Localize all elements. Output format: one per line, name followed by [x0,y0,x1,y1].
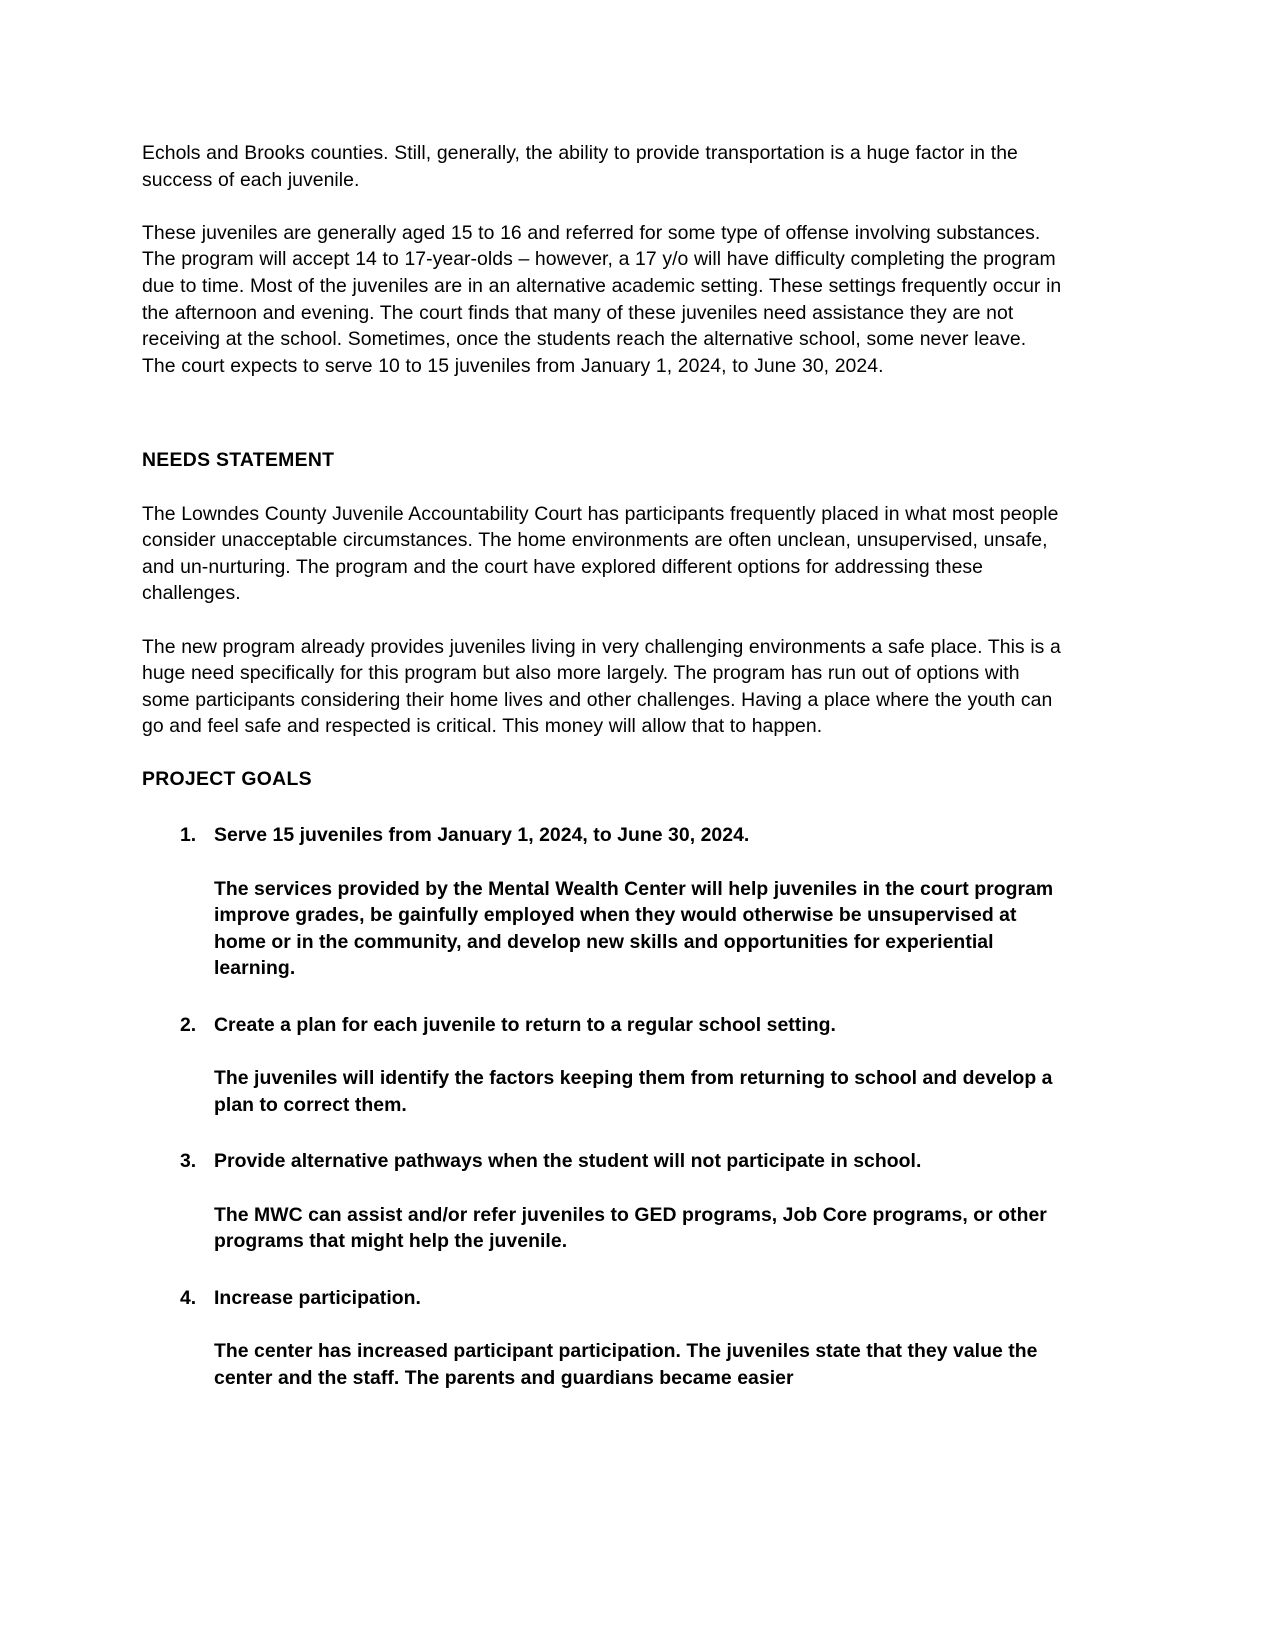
project-goals-heading: PROJECT GOALS [142,767,312,790]
needs-statement-paragraph-2: The new program already provides juveniles living in very challenging environments a safe place. This is a huge need specifically for this program but also more largely. The program has run out of options with some participants considering their home lives and other challenges. Having a place where the youth can go and feel safe and respected is critical. This money will allow that to happen. [142,635,1061,738]
goal-item-1 [142,822,1062,982]
goal-number: 4. [180,1286,197,1309]
page-content [142,140,1062,1391]
goal-number: 2. [180,1014,197,1037]
goal-item-3 [142,1148,1062,1254]
goals-spacer [142,740,1062,766]
goal-title: Increase participation. [214,1286,421,1309]
section-spacer [142,379,1062,447]
needs-statement-heading: NEEDS STATEMENT [142,449,335,472]
needs-statement-paragraph-1: The Lowndes County Juvenile Accountability Court has participants frequently placed in what most people consider unacceptable circumstances. The home environments are often unclean, unsupervised, unsafe, and un-nurturing. The program and the court have explored different options for addressing these challenges. [142,502,1059,605]
goal-title: Create a plan for each juvenile to return to a regular school setting. [214,1014,836,1037]
intro-paragraph-2: These juveniles are generally aged 15 to 16 and referred for some type of offense involving substances. The program will accept 14 to 17-year-olds – however, a 17 y/o will have difficulty completing the program due to time. Most of the juveniles are in an alternative academic setting. These settings frequently occur in the afternoon and evening. The court finds that many of these juveniles need assistance they are not receiving at the school. Sometimes, once the students reach the alternative school, some never leave. The court expects to serve 10 to 15 juveniles from January 1, 2024, to June 30, 2024. [142,221,1062,377]
goal-title: Provide alternative pathways when the student will not participate in school. [214,1150,922,1173]
goal-item-2 [142,1012,1062,1118]
goal-number: 1. [180,824,197,847]
goal-item-4 [142,1285,1062,1391]
goal-description: The MWC can assist and/or refer juveniles to GED programs, Job Core programs, or other programs that might help the juvenile. [214,1203,1047,1253]
goal-title: Serve 15 juveniles from January 1, 2024, to June 30, 2024. [214,824,750,847]
intro-paragraph-1: Echols and Brooks counties. Still, generally, the ability to provide transportation is a huge factor in the success of each juvenile. [142,142,1018,191]
goal-description: The center has increased participant participation. The juveniles state that they value the center and the staff. The parents and guardians became easier [214,1339,1038,1389]
project-goals-list [142,822,1062,1391]
goal-number: 3. [180,1150,197,1173]
goal-description: The juveniles will identify the factors keeping them from returning to school and develop a plan to correct them. [214,1067,1053,1116]
goal-description: The services provided by the Mental Wealth Center will help juveniles in the court program improve grades, be gainfully employed when they would otherwise be unsupervised at home or in the community, and develop new skills and opportunities for experiential learning. [214,877,1054,980]
